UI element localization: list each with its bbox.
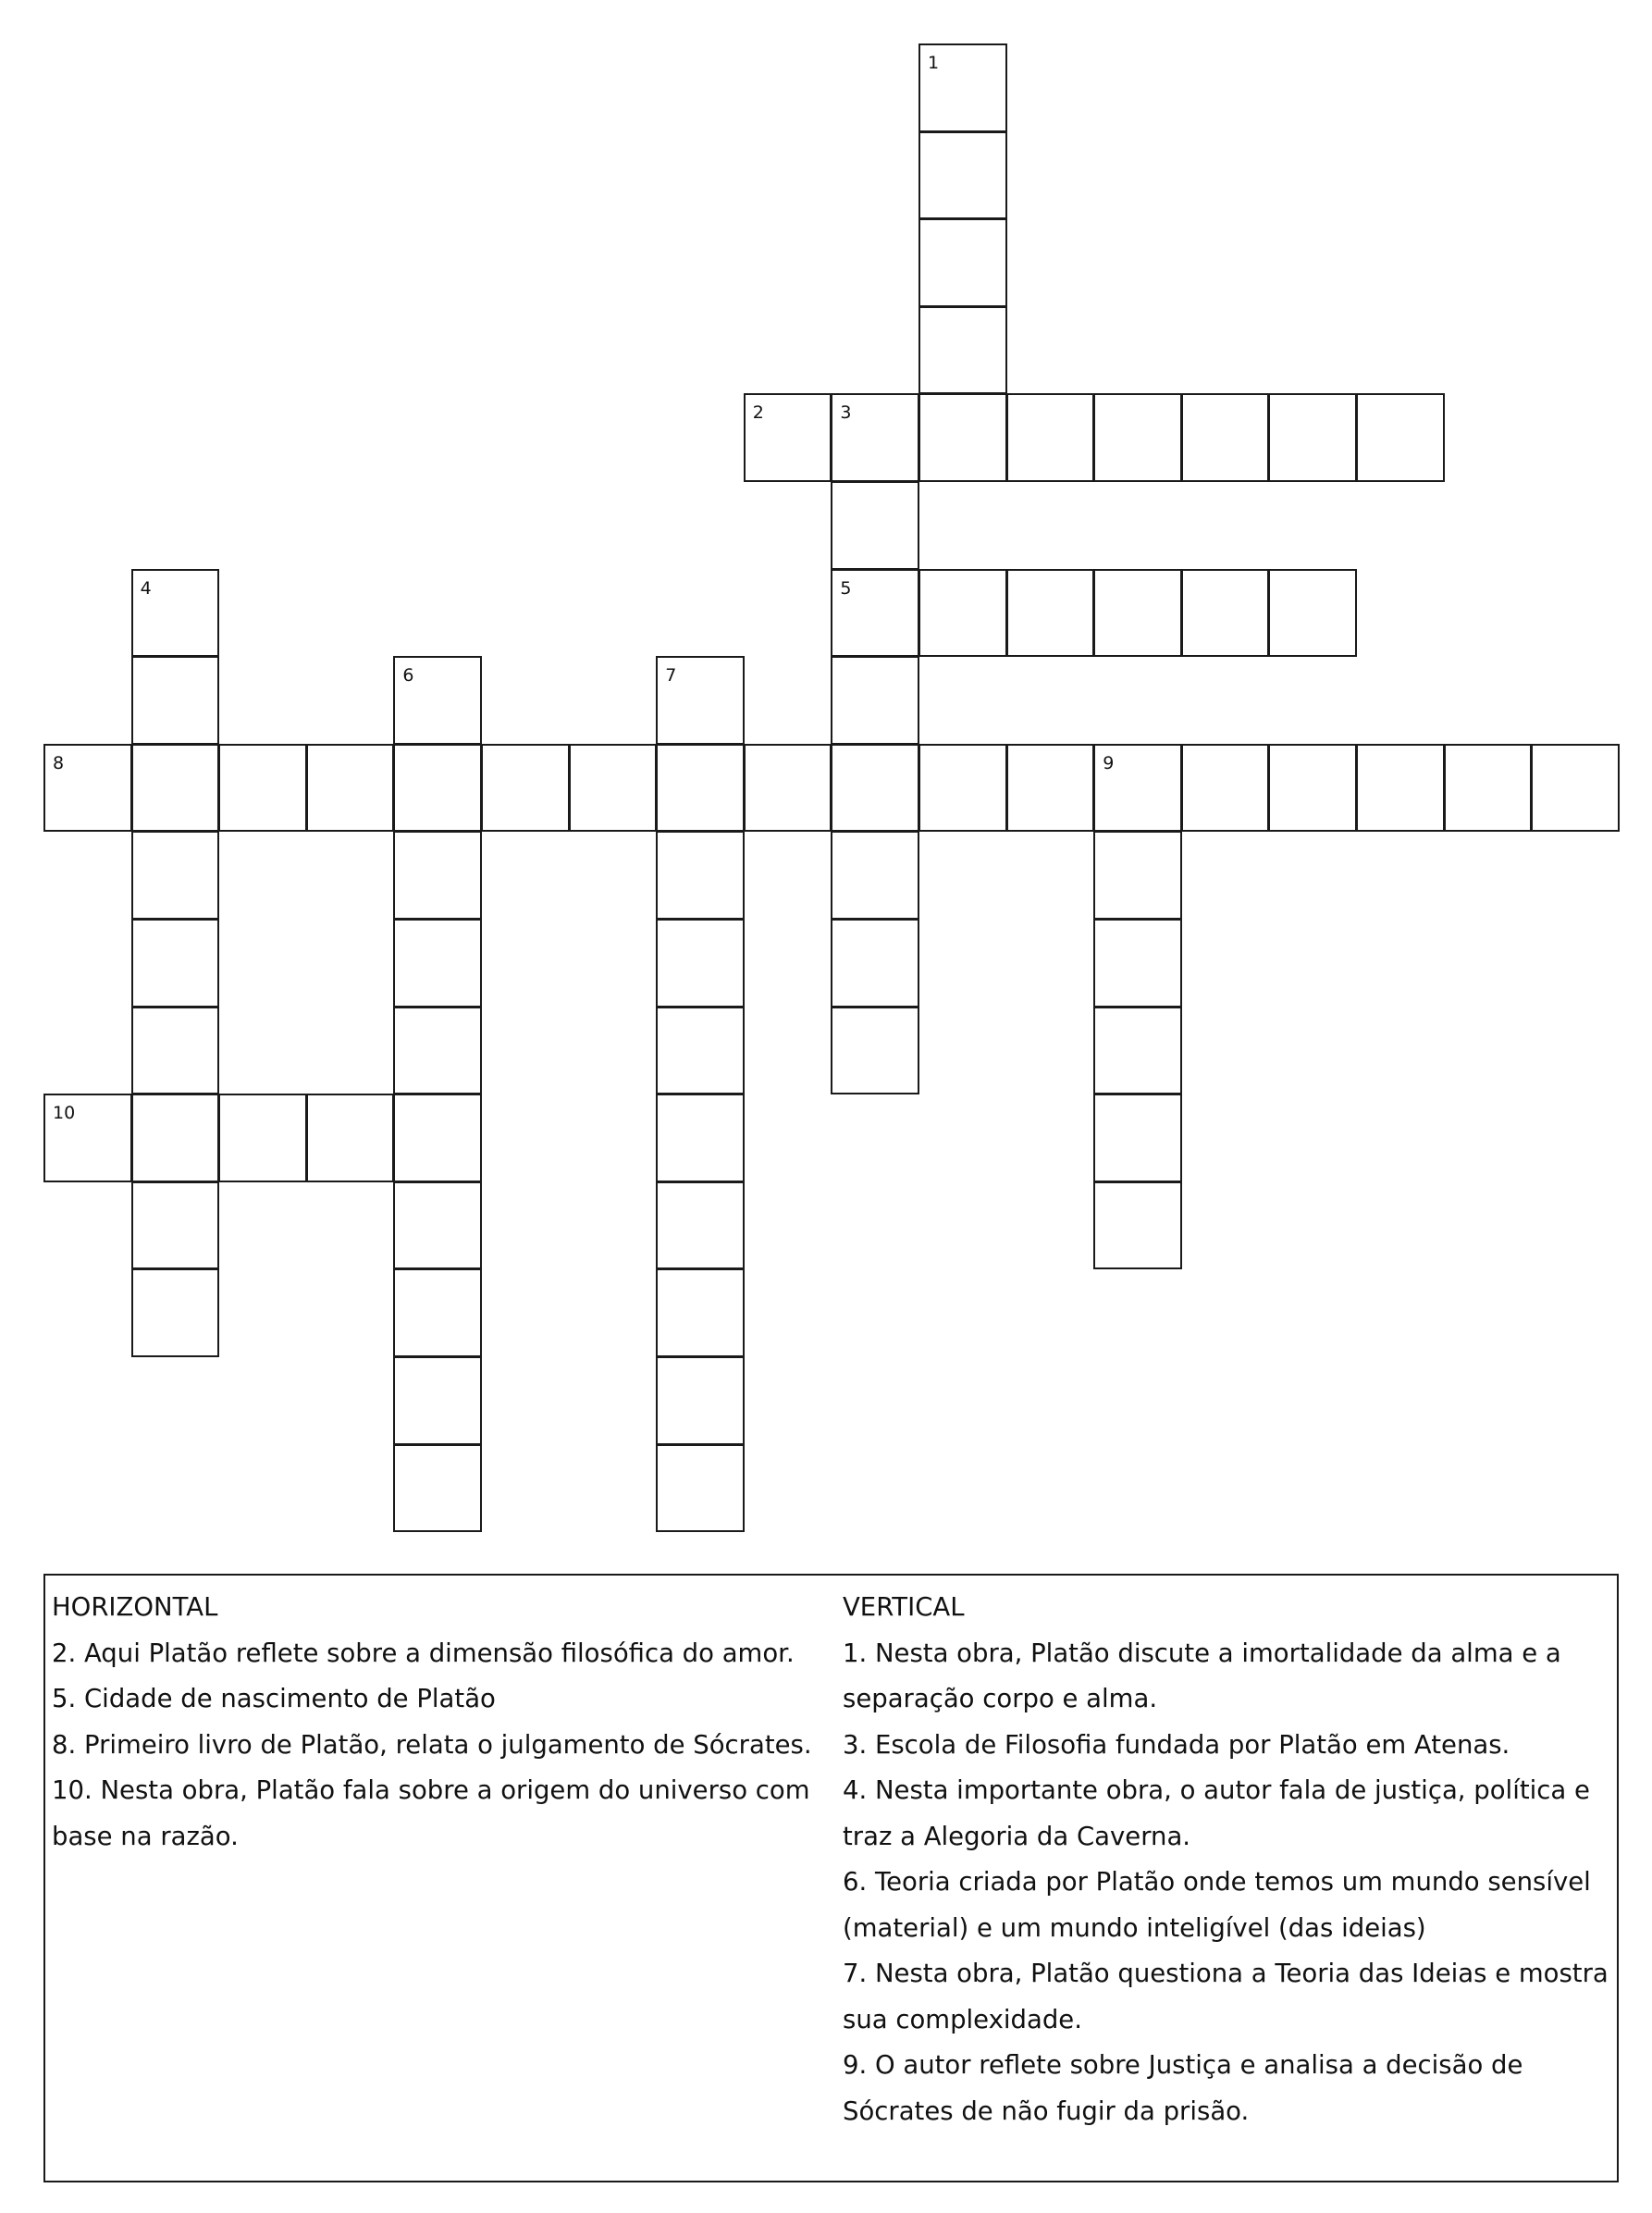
grid-cell[interactable] (744, 393, 832, 482)
grid-cell[interactable] (831, 1007, 919, 1095)
clue-number: 6 (402, 665, 414, 686)
vertical-clues (843, 1585, 1610, 2134)
clue-vertical-7: 7. Nesta obra, Platão questiona a Teoria das Ideias e mostra sua complexidade. (843, 1959, 1609, 2034)
grid-cell[interactable] (1093, 919, 1182, 1008)
grid-cell[interactable] (1268, 569, 1357, 658)
grid-cell[interactable] (656, 1094, 745, 1182)
grid-cell[interactable] (131, 1268, 220, 1357)
grid-cell[interactable] (43, 744, 132, 833)
clue-horizontal-10: 10. Nesta obra, Platão fala sobre a origem do universo com base na razão. (52, 1775, 810, 1851)
grid-cell[interactable] (1356, 744, 1445, 833)
clue-horizontal-2: 2. Aqui Platão reflete sobre a dimensão filosófica do amor. (52, 1638, 795, 1668)
grid-cell[interactable] (656, 1007, 745, 1095)
grid-cell[interactable] (744, 744, 832, 833)
clue-number: 8 (53, 752, 65, 773)
grid-cell[interactable] (1444, 744, 1533, 833)
grid-cell[interactable] (1181, 393, 1270, 482)
grid-cell[interactable] (131, 1007, 220, 1095)
grid-cell[interactable] (1093, 1007, 1182, 1095)
clue-number: 7 (665, 665, 677, 686)
clue-vertical-3: 3. Escola de Filosofia fundada por Platão em Atenas. (843, 1729, 1510, 1760)
clue-number: 10 (53, 1103, 76, 1124)
grid-cell[interactable] (131, 919, 220, 1008)
grid-cell[interactable] (1093, 1181, 1182, 1270)
grid-cell[interactable] (831, 919, 919, 1008)
grid-cell[interactable] (831, 569, 919, 658)
grid-cell[interactable] (1268, 393, 1357, 482)
vertical-heading: VERTICAL (843, 1592, 965, 1622)
grid-cell[interactable] (481, 744, 570, 833)
grid-cell[interactable] (918, 43, 1007, 132)
grid-cell[interactable] (1093, 744, 1182, 833)
grid-cell[interactable] (918, 393, 1007, 482)
grid-cell[interactable] (1181, 744, 1270, 833)
clue-number: 9 (1103, 752, 1115, 773)
grid-cell[interactable] (831, 831, 919, 920)
clue-number: 3 (840, 402, 852, 424)
grid-cell[interactable] (306, 744, 395, 833)
grid-cell[interactable] (656, 1268, 745, 1357)
horizontal-heading: HORIZONTAL (52, 1592, 218, 1622)
grid-cell[interactable] (1093, 569, 1182, 658)
grid-cell[interactable] (1093, 1094, 1182, 1182)
grid-cell[interactable] (131, 569, 220, 658)
grid-cell[interactable] (131, 831, 220, 920)
grid-cell[interactable] (1006, 393, 1095, 482)
grid-cell[interactable] (656, 1181, 745, 1270)
grid-cell[interactable] (393, 831, 482, 920)
grid-cell[interactable] (393, 1444, 482, 1533)
grid-cell[interactable] (306, 1094, 395, 1182)
clue-vertical-6: 6. Teoria criada por Platão onde temos um mundo sensível (material) e um mundo inteligível (das ideias) (843, 1867, 1591, 1943)
grid-cell[interactable] (831, 393, 919, 482)
grid-cell[interactable] (1531, 744, 1620, 833)
grid-cell[interactable] (393, 1356, 482, 1445)
grid-cell[interactable] (393, 1181, 482, 1270)
grid-cell[interactable] (393, 656, 482, 745)
clue-number: 1 (928, 53, 940, 73)
grid-cell[interactable] (393, 1268, 482, 1357)
clue-horizontal-8: 8. Primeiro livro de Platão, relata o julgamento de Sócrates. (52, 1729, 812, 1760)
grid-cell[interactable] (1093, 393, 1182, 482)
grid-cell[interactable] (393, 744, 482, 833)
grid-cell[interactable] (393, 919, 482, 1008)
grid-cell[interactable] (918, 306, 1007, 395)
grid-cell[interactable] (1006, 744, 1095, 833)
grid-cell[interactable] (831, 481, 919, 570)
clue-number: 2 (752, 402, 764, 424)
grid-cell[interactable] (1356, 393, 1445, 482)
clue-horizontal-5: 5. Cidade de nascimento de Platão (52, 1684, 496, 1713)
grid-cell[interactable] (656, 1356, 745, 1445)
grid-cell[interactable] (656, 656, 745, 745)
clue-vertical-9: 9. O autor reflete sobre Justiça e analisa a decisão de Sócrates de não fugir da prisão. (843, 2050, 1523, 2126)
grid-cell[interactable] (656, 831, 745, 920)
grid-cell[interactable] (1181, 569, 1270, 658)
grid-cell[interactable] (131, 744, 220, 833)
grid-cell[interactable] (831, 656, 919, 745)
grid-cell[interactable] (131, 1094, 220, 1182)
grid-cell[interactable] (131, 1181, 220, 1270)
clues-box (43, 1574, 1619, 2182)
grid-cell[interactable] (131, 656, 220, 745)
grid-cell[interactable] (393, 1094, 482, 1182)
grid-cell[interactable] (918, 131, 1007, 220)
grid-cell[interactable] (218, 1094, 307, 1182)
grid-cell[interactable] (918, 744, 1007, 833)
grid-cell[interactable] (831, 744, 919, 833)
grid-cell[interactable] (569, 744, 658, 833)
grid-cell[interactable] (656, 919, 745, 1008)
grid-cell[interactable] (656, 1444, 745, 1533)
grid-cell[interactable] (1006, 569, 1095, 658)
clue-number: 5 (840, 577, 852, 599)
grid-cell[interactable] (656, 744, 745, 833)
grid-cell[interactable] (1268, 744, 1357, 833)
clue-vertical-4: 4. Nesta importante obra, o autor fala de justiça, política e traz a Alegoria da Caverna. (843, 1775, 1590, 1851)
grid-cell[interactable] (918, 218, 1007, 307)
grid-cell[interactable] (918, 569, 1007, 658)
horizontal-clues (52, 1585, 829, 1860)
clue-number: 4 (140, 577, 152, 599)
grid-cell[interactable] (1093, 831, 1182, 920)
grid-cell[interactable] (393, 1007, 482, 1095)
grid-cell[interactable] (43, 1094, 132, 1182)
grid-cell[interactable] (218, 744, 307, 833)
clue-vertical-1: 1. Nesta obra, Platão discute a imortalidade da alma e a separação corpo e alma. (843, 1638, 1561, 1713)
